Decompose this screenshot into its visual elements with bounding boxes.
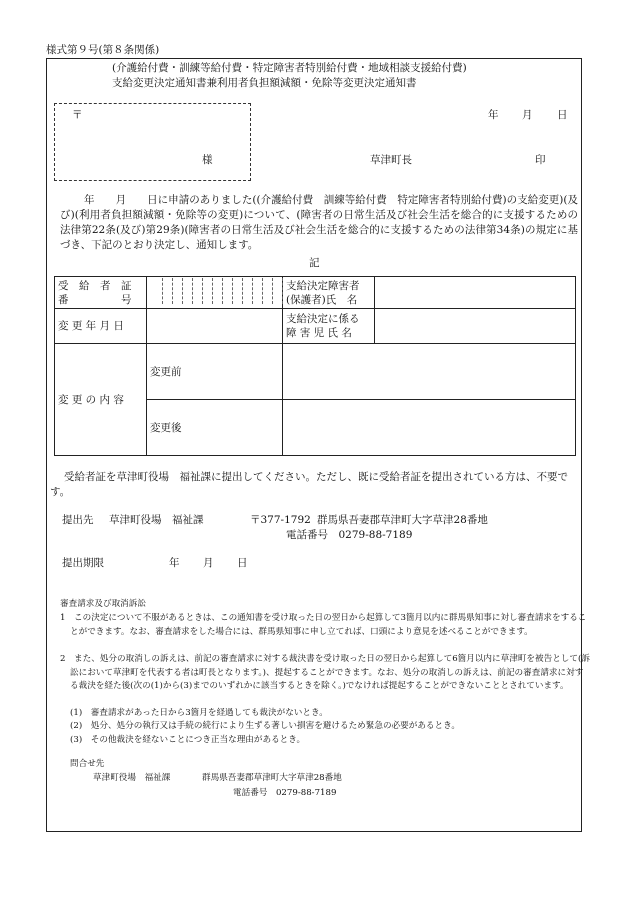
child-name-value xyxy=(375,309,576,344)
appeal-item-2: 2 また、処分の取消しの訴えは、前記の審査請求に対する裁決書を受け取った日の翌日から起算して6箇月以内に草津町を被告として(訴訟において草津町を代表する者は町長となります。)、提起することができます。なお、処分の取消しの訴えは、前記の審査請求に対する裁決を経た後(次の(1)から(3)までのいずれかに該当するときを除く。)でなければ提起することができないこととされています。 xyxy=(60,654,590,691)
contact-address: 群馬県吾妻郡草津町大字草津28番地 xyxy=(202,773,342,783)
cert-number-cell xyxy=(147,277,283,309)
decision-table xyxy=(54,276,576,456)
deadline-day: 日 xyxy=(237,557,248,569)
recipient-suffix: 様 xyxy=(202,154,213,166)
appeal-item-1: 1 この決定について不服があるときは、この通知書を受け取った日の翌日から起算して3箇月以内に群馬県知事に対し審査請求をすることができます。なお、審査請求をした場合には、群馬県知事に申し立てれば、口頭により意見を述べることができます。 xyxy=(60,613,587,637)
contact-office: 草津町役場 福祉課 xyxy=(93,773,171,783)
date-year: 年 xyxy=(488,109,499,121)
before-value xyxy=(283,344,576,400)
date-day: 日 xyxy=(557,109,568,121)
appeal-sub-1: (1) 審査請求があった日から3箇月を経過しても裁決がないとき。 xyxy=(70,708,328,718)
header-line-1: (介護給付費・訓練等給付費・特定障害者特別給付費・地域相談支援給付費) xyxy=(112,62,467,74)
ki-heading: 記 xyxy=(309,257,320,269)
submit-to-address: 群馬県吾妻郡草津町大字草津28番地 xyxy=(317,514,488,526)
form-number: 様式第９号(第８条関係) xyxy=(46,44,160,56)
submit-to-office: 草津町役場 福祉課 xyxy=(109,514,204,526)
appeal-sub-2: (2) 処分、処分の執行又は手続の続行により生ずる著しい損害を避けるため緊急の必要があるとき。 xyxy=(70,721,460,731)
notice-body: 年 月 日に申請のありました((介護給付費 訓練等給付費 特定障害者特別給付費)の支給変更)(及び)(利用者負担額減額・免除等の変更)について、(障害者の日常生活及び社会生活を総合的に支援するための法律第22条(及び)第29条)(障害者の日常生活及び社会生活を総合的に支援するための法律第34条)の規定に基づき、下記のとおり決定し、通知します。 xyxy=(60,194,578,251)
change-date-label: 変 更 年 月 日 xyxy=(55,309,147,344)
before-label-cell xyxy=(147,344,283,400)
submit-to-postal: 〒377-1792 xyxy=(250,514,311,526)
cert-number-label: 受 給 者 証 番 号 xyxy=(55,277,147,309)
postal-mark: 〒 xyxy=(72,109,83,121)
issuer: 草津町長 xyxy=(370,154,412,166)
decision-person-value xyxy=(375,277,576,309)
submit-notice: 受給者証を草津町役場 福祉課に提出してください。ただし、既に受給者証を提出されている方は、不要です。 xyxy=(50,471,568,498)
contact-phone: 電話番号 0279-88-7189 xyxy=(233,788,337,798)
header-line-2: 支給変更決定通知書兼利用者負担額減額・免除等変更決定通知書 xyxy=(112,77,417,89)
deadline-label: 提出期限 xyxy=(62,557,104,569)
after-label: 変更後 xyxy=(150,421,182,434)
after-label-cell xyxy=(147,400,283,456)
seal: 印 xyxy=(535,154,546,166)
appeal-title: 審査請求及び取消訴訟 xyxy=(60,599,146,609)
after-value xyxy=(283,400,576,456)
change-content-label: 変 更 の 内 容 xyxy=(55,344,147,456)
submit-to-phone: 電話番号 0279-88-7189 xyxy=(286,529,413,541)
deadline-year: 年 xyxy=(169,557,180,569)
date-month: 月 xyxy=(522,109,533,121)
deadline-month: 月 xyxy=(203,557,214,569)
address-box xyxy=(54,103,251,181)
submit-to-label: 提出先 xyxy=(62,514,94,526)
before-label: 変更前 xyxy=(150,365,182,378)
decision-person-label: 支給決定障害者 (保護者)氏 名 xyxy=(283,277,375,309)
change-date-value xyxy=(147,309,283,344)
contact-label: 問合せ先 xyxy=(70,759,105,769)
child-name-label: 支給決定に係る 障 害 児 氏 名 xyxy=(283,309,375,344)
appeal-sub-3: (3) その他裁決を経ないことにつき正当な理由があるとき。 xyxy=(70,735,306,745)
